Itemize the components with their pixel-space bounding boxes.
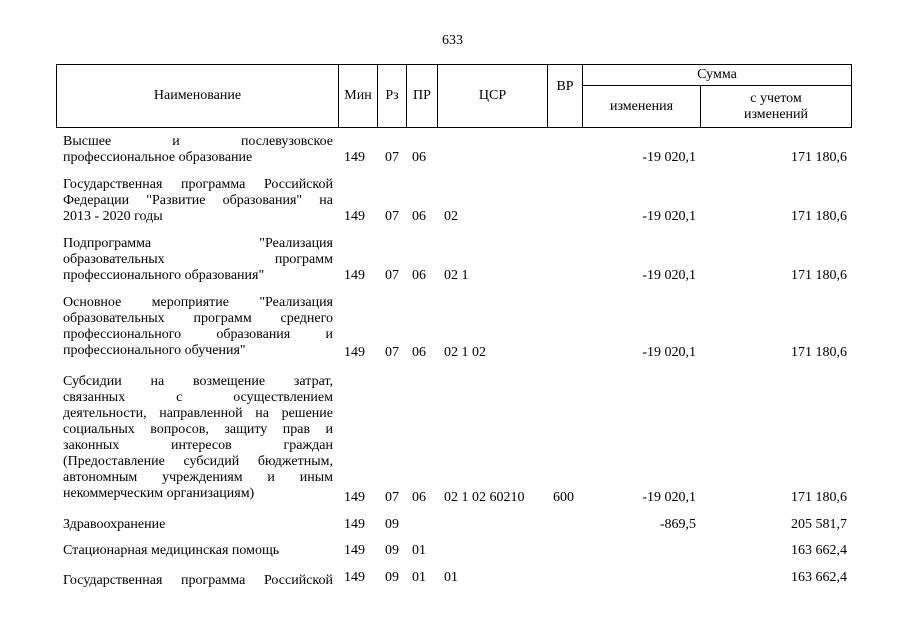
page-number: 633 — [442, 33, 463, 48]
row-pr: 06 — [412, 209, 426, 224]
row-change: -19 020,1 — [642, 209, 696, 224]
row-name — [63, 236, 333, 284]
row-name-line: социальных вопросов, защиту прав и — [63, 422, 333, 437]
row-name-line: некоммерческим организациям) — [63, 486, 255, 501]
row-csr: 02 — [444, 209, 458, 224]
header-vr: ВР — [547, 64, 583, 128]
row-csr: 02 1 02 — [444, 345, 486, 360]
row-name-line: Подпрограмма "Реализация — [63, 236, 333, 251]
row-name-line: образовательных программ среднего — [63, 311, 333, 326]
row-rz: 07 — [385, 209, 399, 224]
row-name-line: Субсидии на возмещение затрат, — [63, 374, 333, 389]
row-rz: 09 — [385, 543, 399, 558]
row-name-line: образовательных программ — [63, 252, 333, 267]
row-with-changes: 171 180,6 — [791, 150, 847, 165]
header-with-changes-line2: изменений — [743, 106, 809, 122]
row-rz: 07 — [385, 490, 399, 505]
row-change: -19 020,1 — [642, 345, 696, 360]
row-min: 149 — [344, 268, 365, 283]
row-rz: 07 — [385, 268, 399, 283]
row-name — [63, 517, 333, 533]
row-pr: 06 — [412, 268, 426, 283]
row-vr: 600 — [553, 490, 574, 505]
row-name-line: профессионального образования" — [63, 268, 265, 283]
header-min: Мин — [338, 64, 378, 128]
row-csr: 02 1 — [444, 268, 469, 283]
row-name-line: профессионального обучения" — [63, 343, 246, 358]
row-min: 149 — [344, 490, 365, 505]
row-name — [63, 295, 333, 359]
row-name-line: автономным учреждениям и иным — [63, 470, 333, 485]
row-name-line: (Предоставление субсидий бюджетным, — [63, 454, 333, 469]
row-rz: 07 — [385, 345, 399, 360]
row-name-line: 2013 - 2020 годы — [63, 209, 163, 224]
row-change: -19 020,1 — [642, 490, 696, 505]
row-rz: 07 — [385, 150, 399, 165]
header-change: изменения — [582, 85, 701, 128]
header-name: Наименование — [56, 64, 339, 128]
row-with-changes: 171 180,6 — [791, 345, 847, 360]
row-change: -19 020,1 — [642, 268, 696, 283]
row-with-changes: 171 180,6 — [791, 209, 847, 224]
header-sum: Сумма — [582, 64, 852, 86]
row-name-line: законных интересов граждан — [63, 438, 333, 453]
row-name-line: Государственная программа Российской — [63, 177, 333, 192]
row-name-line: Стационарная медицинская помощь — [63, 543, 280, 558]
row-name — [63, 374, 333, 502]
row-with-changes: 171 180,6 — [791, 490, 847, 505]
row-name — [63, 177, 333, 225]
row-rz: 09 — [385, 517, 399, 532]
row-min: 149 — [344, 345, 365, 360]
row-pr: 01 — [412, 543, 426, 558]
row-with-changes: 163 662,4 — [791, 570, 847, 585]
row-name-line: профессионального образования и — [63, 327, 333, 342]
row-min: 149 — [344, 150, 365, 165]
header-rz: Рз — [377, 64, 407, 128]
row-pr: 06 — [412, 490, 426, 505]
row-min: 149 — [344, 209, 365, 224]
row-name-line: связанных с осуществлением — [63, 390, 333, 405]
row-name-line: Высшее и послевузовское — [63, 134, 333, 149]
row-pr: 06 — [412, 150, 426, 165]
row-rz: 09 — [385, 570, 399, 585]
row-name-line: Государственная программа Российской — [63, 573, 333, 588]
header-with-changes-line1: с учетом — [750, 90, 802, 106]
row-min: 149 — [344, 517, 365, 532]
row-csr: 02 1 02 60210 — [444, 490, 525, 505]
row-name-line: Федерации "Развитие образования" на — [63, 193, 333, 208]
row-min: 149 — [344, 543, 365, 558]
row-name-line: профессиональное образование — [63, 150, 253, 165]
row-change: -19 020,1 — [642, 150, 696, 165]
row-name-line: Здравоохранение — [63, 517, 166, 532]
row-change: -869,5 — [659, 517, 696, 532]
header-csr: ЦСР — [437, 64, 548, 128]
row-name-line: деятельности, направленной на решение — [63, 406, 333, 421]
row-pr: 06 — [412, 345, 426, 360]
row-csr: 01 — [444, 570, 458, 585]
header-with-changes — [700, 85, 852, 128]
row-min: 149 — [344, 570, 365, 585]
row-name — [63, 134, 333, 166]
row-with-changes: 171 180,6 — [791, 268, 847, 283]
row-pr: 01 — [412, 570, 426, 585]
header-pr: ПР — [406, 64, 438, 128]
row-with-changes: 205 581,7 — [791, 517, 847, 532]
row-name-line: Основное мероприятие "Реализация — [63, 295, 333, 310]
row-name — [63, 543, 333, 559]
row-name — [63, 573, 333, 589]
row-with-changes: 163 662,4 — [791, 543, 847, 558]
